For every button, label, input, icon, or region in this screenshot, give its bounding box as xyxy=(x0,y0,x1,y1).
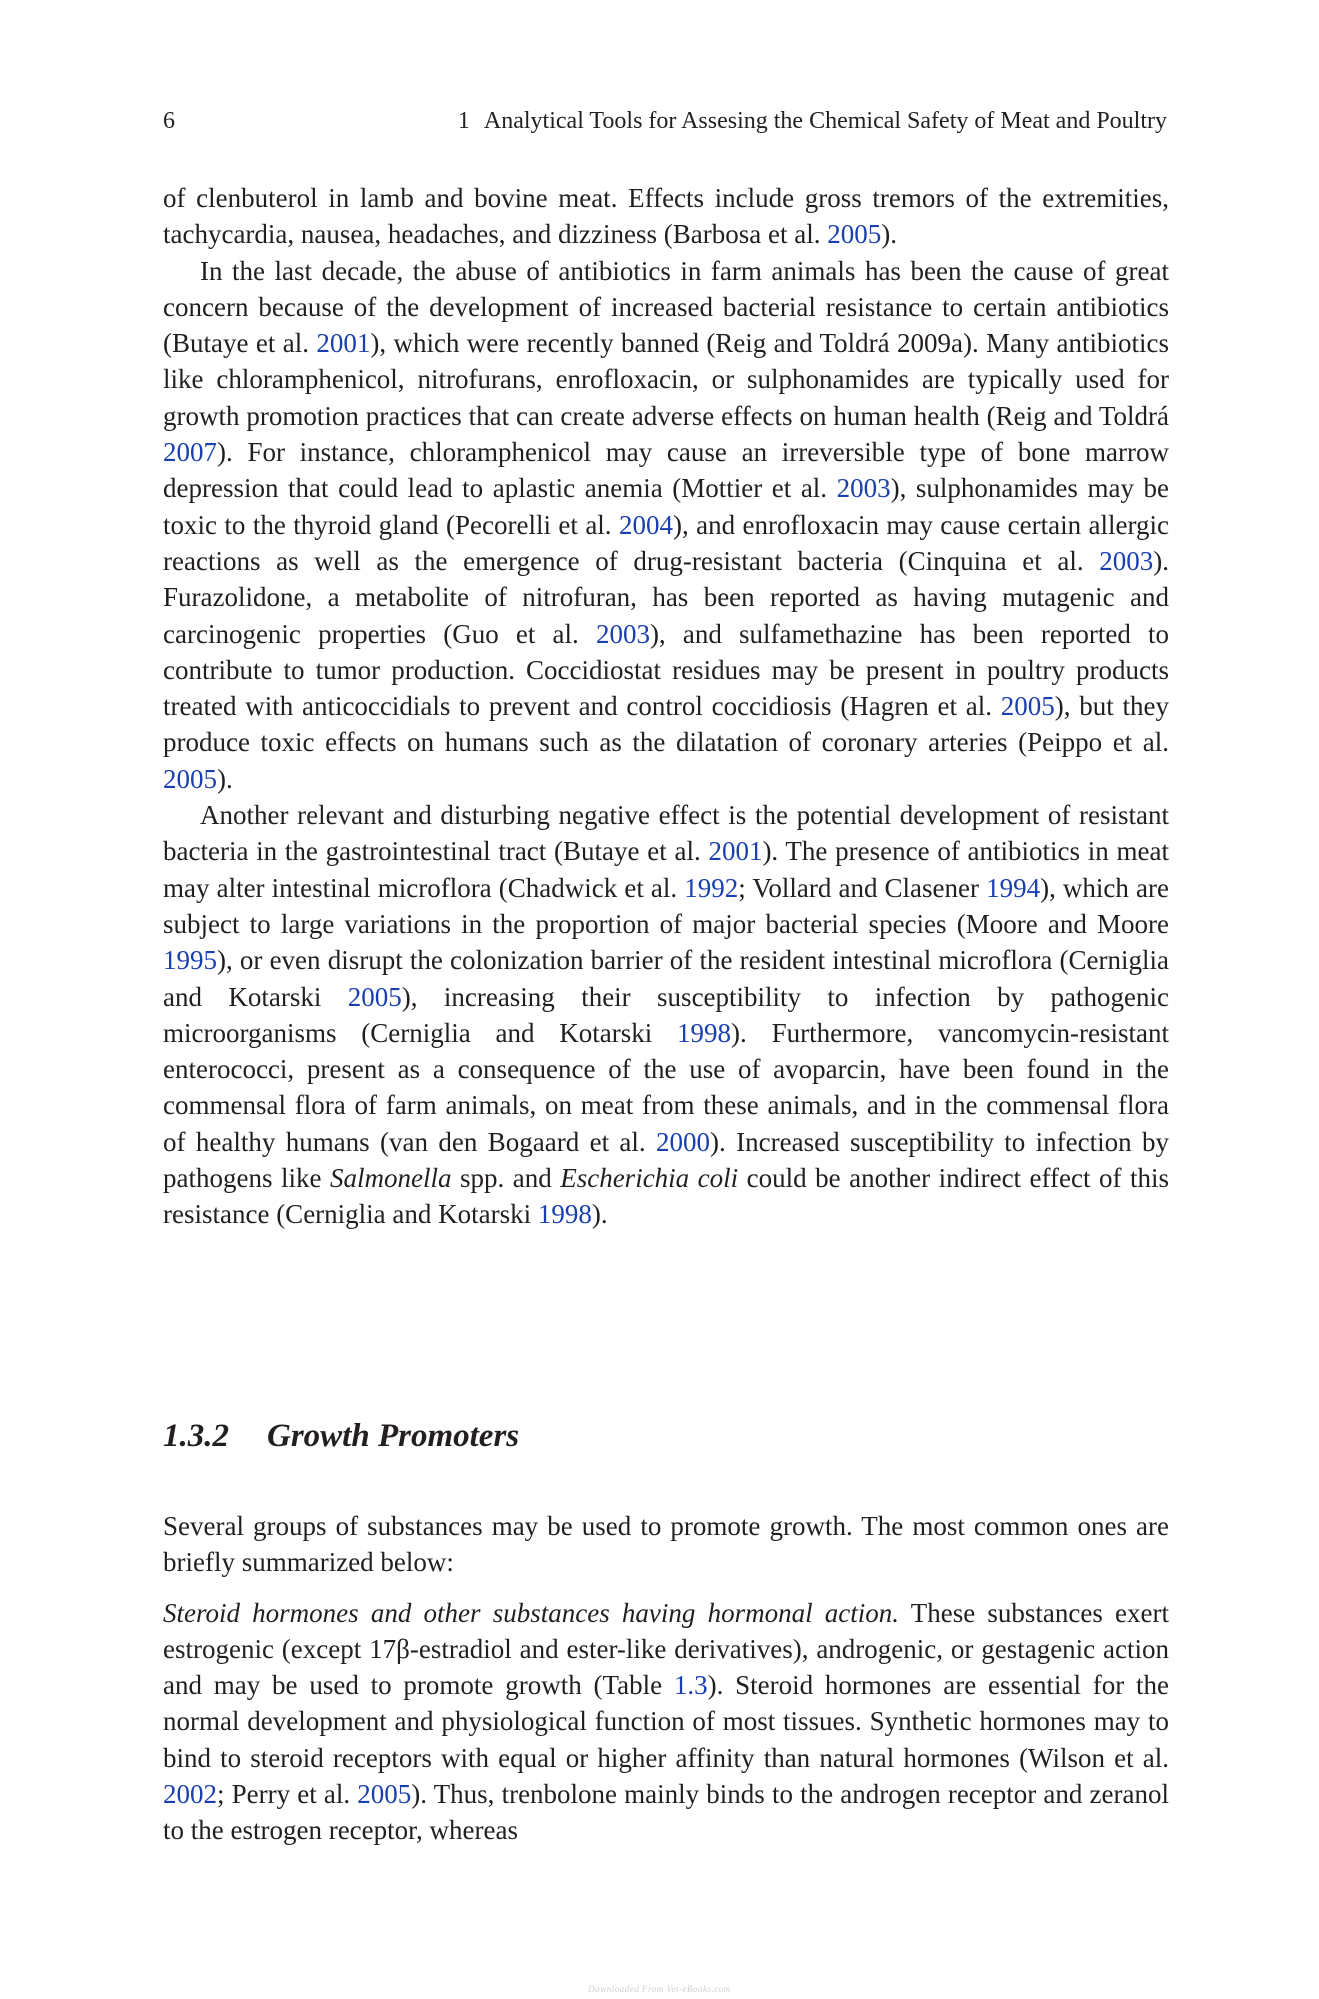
citation-link[interactable]: 2000 xyxy=(656,1126,711,1157)
citation-link[interactable]: 2005 xyxy=(1000,691,1055,722)
page-number: 6 xyxy=(163,108,175,134)
section-heading xyxy=(163,1416,519,1456)
citation-link[interactable]: 2001 xyxy=(316,328,371,359)
download-watermark: Downloaded From Vet-eBooks.com xyxy=(588,1984,731,1994)
text-run: ). xyxy=(881,219,897,250)
text-run: ), increasing their susceptibility to infection by pathogenic microorganisms (Cerniglia and Kotarski xyxy=(163,981,1169,1048)
body-text-block-2 xyxy=(163,1508,1169,1849)
text-run: ), and enrofloxacin may cause certain allergic reactions as well as the emergence of drug-resistant bacteria (Cinquina et al. xyxy=(163,509,1169,576)
citation-link[interactable]: 2005 xyxy=(347,981,402,1012)
citation-link[interactable]: 2001 xyxy=(708,836,763,867)
text-run: ). The presence of antibiotics in meat may alter intestinal microflora (Chadwick et al. xyxy=(163,836,1169,903)
text-run: could be another indirect effect of this resistance (Cerniglia and Kotarski xyxy=(163,1163,1170,1230)
text-run: ). xyxy=(591,1199,608,1230)
citation-link[interactable]: 1995 xyxy=(163,945,217,976)
text-run: ). Steroid hormones are essential for the normal development and physiological function of most tissues. Synthetic hormones may to bind to steroid receptors with equal or higher affinity than natural hormones (Wilson et al. xyxy=(163,1670,1170,1773)
paragraph-1 xyxy=(163,180,1169,253)
citation-link[interactable]: 2003 xyxy=(1099,545,1154,576)
chapter-number: 1 xyxy=(457,108,470,134)
text-run: These substances exert estrogenic (except 17β-estradiol and ester-like derivatives), androgenic, or gestagenic action and may be used to promote growth (Table xyxy=(163,1597,1169,1701)
citation-link[interactable]: 2005 xyxy=(827,219,882,250)
body-text-block-1 xyxy=(163,180,1169,1233)
table-reference-link[interactable]: 1.3 xyxy=(673,1670,708,1701)
text-run: ). For instance, chloramphenicol may cause an irreversible type of bone marrow depression that could lead to aplastic anemia (Mottier et al. xyxy=(163,437,1169,504)
paragraph-3 xyxy=(163,797,1169,1233)
text-run: ; Perry et al. xyxy=(217,1779,358,1810)
running-title xyxy=(458,104,1167,138)
paragraph-5 xyxy=(163,1595,1169,1849)
text-run: ). Increased susceptibility to infection by pathogens like xyxy=(163,1126,1170,1194)
citation-link[interactable]: 1992 xyxy=(684,872,739,903)
citation-link[interactable]: 1998 xyxy=(677,1017,732,1048)
citation-link[interactable]: 2004 xyxy=(618,509,673,540)
text-run: Another relevant and disturbing negative effect is the potential development of resistant bacteria in the gastrointestinal tract (Butaye et al. xyxy=(163,800,1169,867)
text-run: spp. and xyxy=(451,1163,561,1194)
text-run: In the last decade, the abuse of antibiotics in farm animals has been the cause of great concern because of the development of increased bacterial resistance to certain antibiotics (Butaye et al. xyxy=(163,255,1169,359)
text-run: ). Furazolidone, a metabolite of nitrofuran, has been reported as having mutagenic and carcinogenic properties (Guo et al. xyxy=(163,545,1169,649)
text-run: ). Furthermore, vancomycin-resistant enterococci, present as a consequence of the use of avoparcin, have been found in the commensal flora of farm animals, on meat from these animals, and in the commensal flora of healthy humans (van den Bogaard et al. xyxy=(163,1017,1169,1157)
text-run: ), which are subject to large variations in the proportion of major bacterial species (Moore and Moore xyxy=(163,872,1169,939)
species-name: Salmonella xyxy=(329,1163,452,1194)
text-run: ), but they produce toxic effects on humans such as the dilatation of coronary arteries (Peippo et al. xyxy=(163,691,1169,758)
text-run: ; Vollard and Clasener xyxy=(738,872,987,903)
text-run: of clenbuterol in lamb and bovine meat. Effects include gross tremors of the extremities, tachycardia, nausea, headaches, and dizziness (Barbosa et al. xyxy=(163,183,1169,250)
section-title: Growth Promoters xyxy=(267,1418,520,1454)
citation-link[interactable]: 2005 xyxy=(357,1779,412,1810)
citation-link[interactable]: 2002 xyxy=(163,1779,217,1810)
text-run: ). Thus, trenbolone mainly binds to the androgen receptor and zeranol to the estrogen receptor, whereas xyxy=(163,1779,1169,1846)
text-run: ), sulphonamides may be toxic to the thyroid gland (Pecorelli et al. xyxy=(163,473,1169,540)
chapter-title: Analytical Tools for Assesing the Chemical Safety of Meat and Poultry xyxy=(483,108,1167,134)
citation-link[interactable]: 2007 xyxy=(163,437,217,468)
citation-link[interactable]: 2003 xyxy=(595,618,650,649)
text-run: ), which were recently banned (Reig and Toldrá 2009a). Many antibiotics like chloramphenicol, nitrofurans, enrofloxacin, or sulphonamides are typically used for growth promotion practices that can create adverse effects on human health (Reig and Toldrá xyxy=(163,328,1169,431)
species-name: Escherichia coli xyxy=(560,1163,739,1194)
citation-link[interactable]: 2005 xyxy=(163,763,217,794)
text-run: ). xyxy=(217,763,233,794)
citation-link[interactable]: 1998 xyxy=(537,1199,592,1230)
section-number: 1.3.2 xyxy=(163,1418,229,1454)
citation-link[interactable]: 2003 xyxy=(836,473,891,504)
text-run: ), and sulfamethazine has been reported to contribute to tumor production. Coccidiostat residues may be present in poultry products treated with anticoccidials to prevent and control coccidiosis (Hagren et al. xyxy=(163,618,1170,722)
paragraph-2 xyxy=(163,253,1169,797)
running-head xyxy=(163,104,1167,138)
run-in-heading: Steroid hormones and other substances having hormonal action. xyxy=(163,1597,900,1628)
citation-link[interactable]: 1994 xyxy=(986,872,1041,903)
paragraph-4: Several groups of substances may be used to promote growth. The most common ones are briefly summarized below: xyxy=(163,1511,1169,1578)
text-run: ), or even disrupt the colonization barrier of the resident intestinal microflora (Cerniglia and Kotarski xyxy=(163,945,1169,1012)
